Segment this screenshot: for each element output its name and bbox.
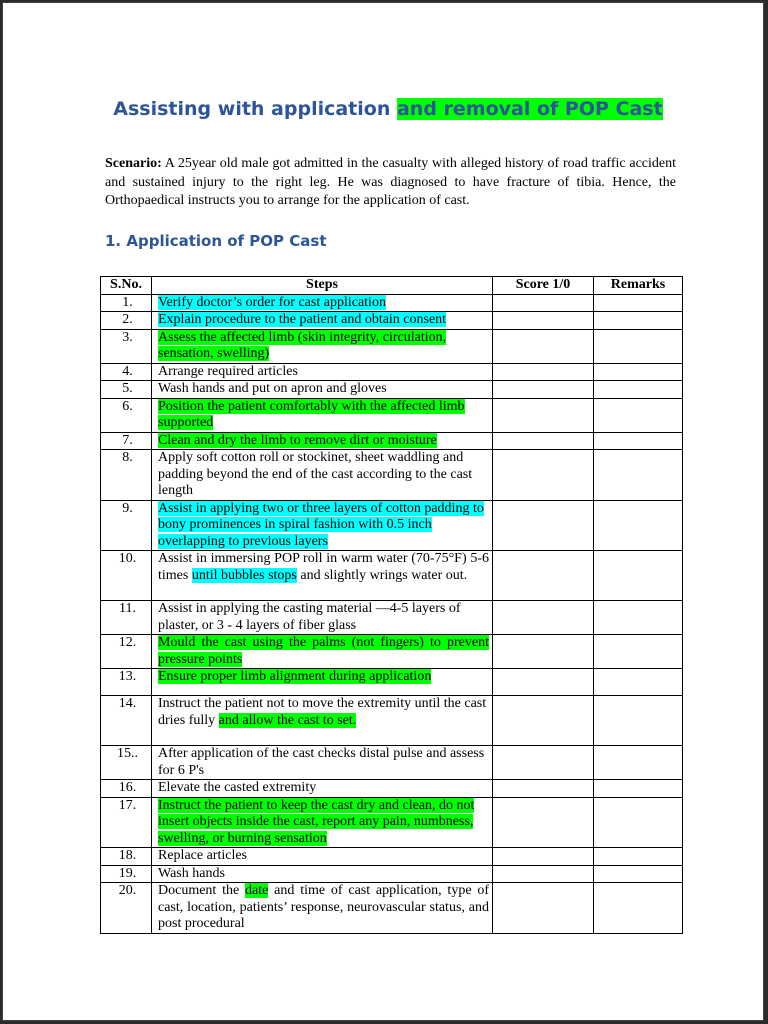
remarks-cell — [594, 669, 683, 696]
document-title — [63, 97, 713, 121]
scenario-paragraph — [105, 155, 676, 211]
step-text — [152, 865, 493, 883]
score-cell — [493, 848, 594, 866]
step-number: 14. — [101, 696, 152, 746]
step-number: 20. — [101, 883, 152, 934]
table-row — [101, 312, 683, 330]
remarks-cell — [594, 294, 683, 312]
step-number: 15.. — [101, 746, 152, 780]
step-number: 2. — [101, 312, 152, 330]
step-text-segment: Arrange required articles — [158, 363, 298, 379]
step-number: 19. — [101, 865, 152, 883]
table-header-row — [101, 277, 683, 295]
table-row — [101, 669, 683, 696]
step-text — [152, 797, 493, 848]
step-number: 3. — [101, 329, 152, 363]
header-steps: Steps — [152, 277, 493, 295]
step-text — [152, 294, 493, 312]
step-number: 4. — [101, 363, 152, 381]
highlighted-text: Ensure proper limb alignment during application — [158, 669, 432, 684]
step-text — [152, 780, 493, 798]
step-number: 17. — [101, 797, 152, 848]
table-row — [101, 696, 683, 746]
score-cell — [493, 312, 594, 330]
step-number: 13. — [101, 669, 152, 696]
score-cell — [493, 551, 594, 601]
table-row — [101, 780, 683, 798]
step-text — [152, 329, 493, 363]
highlighted-text: Assess the affected limb (skin integrity, circulation, sensation, swelling) — [158, 329, 447, 361]
scenario-text: A 25year old male got admitted in the casualty with alleged history of road traffic accident and sustained injury to the right leg. He was diagnosed to have fracture of tibia. Hence, the Orthopaedical instructs you to arrange for the application of cast. — [105, 156, 676, 208]
step-text-segment: Wash hands — [158, 865, 225, 881]
score-cell — [493, 696, 594, 746]
step-text — [152, 746, 493, 780]
remarks-cell — [594, 500, 683, 551]
score-cell — [493, 635, 594, 669]
step-text-segment: Apply soft cotton roll or stockinet, sheet waddling and padding beyond the end of the cast according to the cast length — [158, 450, 473, 498]
step-text — [152, 551, 493, 601]
remarks-cell — [594, 696, 683, 746]
step-text — [152, 312, 493, 330]
remarks-cell — [594, 398, 683, 432]
score-cell — [493, 669, 594, 696]
score-cell — [493, 432, 594, 450]
step-text — [152, 450, 493, 501]
step-number: 1. — [101, 294, 152, 312]
remarks-cell — [594, 312, 683, 330]
table-row — [101, 363, 683, 381]
step-text-segment: and slightly wrings water out. — [296, 567, 468, 583]
remarks-cell — [594, 746, 683, 780]
highlighted-text: Clean and dry the limb to remove dirt or moisture — [158, 432, 437, 448]
score-cell — [493, 601, 594, 635]
remarks-cell — [594, 780, 683, 798]
score-cell — [493, 398, 594, 432]
highlighted-text: Instruct the patient to keep the cast dry and clean, do not insert objects inside the cast, report any pain, numbness, swelling, or burning sensation — [158, 797, 475, 846]
score-cell — [493, 797, 594, 848]
remarks-cell — [594, 450, 683, 501]
score-cell — [493, 883, 594, 934]
remarks-cell — [594, 432, 683, 450]
highlighted-text: Verify doctor’s order for cast application — [158, 294, 386, 310]
table-row — [101, 381, 683, 399]
step-number: 7. — [101, 432, 152, 450]
step-text-segment: Elevate the casted extremity — [158, 780, 317, 795]
table-row — [101, 601, 683, 635]
step-number: 11. — [101, 601, 152, 635]
table-row — [101, 432, 683, 450]
remarks-cell — [594, 551, 683, 601]
step-text-segment: Wash hands and put on apron and gloves — [158, 381, 387, 396]
table-row — [101, 398, 683, 432]
score-cell — [493, 780, 594, 798]
step-text-segment: Replace articles — [158, 848, 248, 863]
score-cell — [493, 500, 594, 551]
table-row — [101, 635, 683, 669]
highlighted-text: until bubbles stops — [191, 567, 297, 583]
highlighted-text: Mould the cast using the palms (not fingers) to prevent pressure points — [158, 635, 489, 667]
steps-table — [100, 276, 683, 934]
step-number: 10. — [101, 551, 152, 601]
highlighted-text: Assist in applying two or three layers of cotton padding to bony prominences in spiral fashion with 0.5 inch overlapping to previous layers — [158, 500, 484, 549]
highlighted-text: Position the patient comfortably with the affected limb supported — [158, 398, 465, 430]
step-number: 6. — [101, 398, 152, 432]
score-cell — [493, 363, 594, 381]
table-row — [101, 551, 683, 601]
step-text-segment: Assist in immersing POP roll in warm water (70-75°F) 5-6 times — [158, 551, 489, 583]
highlighted-text: and allow the cast to set. — [218, 712, 357, 728]
step-number: 5. — [101, 381, 152, 399]
remarks-cell — [594, 363, 683, 381]
step-text — [152, 381, 493, 399]
table-row — [101, 883, 683, 934]
step-number: 16. — [101, 780, 152, 798]
step-text-segment: Document the — [158, 883, 246, 898]
step-text-segment: Assist in applying the casting material —4-5 layers of plaster, or 3 - 4 layers of fiber glass — [158, 601, 461, 633]
table-row — [101, 848, 683, 866]
title-text: Assisting with application — [113, 98, 397, 120]
step-number: 9. — [101, 500, 152, 551]
highlighted-text: Explain procedure to the patient and obtain consent — [158, 312, 447, 327]
remarks-cell — [594, 635, 683, 669]
score-cell — [493, 294, 594, 312]
step-number: 18. — [101, 848, 152, 866]
step-text — [152, 883, 493, 934]
step-text — [152, 696, 493, 746]
table-row — [101, 294, 683, 312]
score-cell — [493, 329, 594, 363]
step-number: 12. — [101, 635, 152, 669]
score-cell — [493, 746, 594, 780]
step-text — [152, 848, 493, 866]
title-highlighted-text: and removal of POP Cast — [396, 98, 663, 120]
header-sno: S.No. — [101, 277, 152, 295]
table-row — [101, 746, 683, 780]
remarks-cell — [594, 381, 683, 399]
step-text — [152, 669, 493, 696]
step-text — [152, 398, 493, 432]
step-text — [152, 601, 493, 635]
table-row — [101, 450, 683, 501]
step-text — [152, 500, 493, 551]
section-heading: 1. Application of POP Cast — [105, 232, 327, 250]
score-cell — [493, 450, 594, 501]
table-row — [101, 797, 683, 848]
step-text-segment: and time of cast application, type of cast, location, patients’ response, neurovascular status, and post procedural — [158, 883, 490, 931]
remarks-cell — [594, 848, 683, 866]
table-row — [101, 329, 683, 363]
score-cell — [493, 381, 594, 399]
step-text — [152, 363, 493, 381]
step-text — [152, 635, 493, 669]
remarks-cell — [594, 797, 683, 848]
scenario-label: Scenario: — [105, 156, 162, 171]
table-row — [101, 865, 683, 883]
remarks-cell — [594, 329, 683, 363]
remarks-cell — [594, 883, 683, 934]
table-body — [101, 294, 683, 933]
table-row — [101, 500, 683, 551]
score-cell — [493, 865, 594, 883]
remarks-cell — [594, 865, 683, 883]
remarks-cell — [594, 601, 683, 635]
step-number: 8. — [101, 450, 152, 501]
header-score: Score 1/0 — [493, 277, 594, 295]
header-remarks: Remarks — [594, 277, 683, 295]
step-text-segment: After application of the cast checks distal pulse and assess for 6 P's — [158, 746, 485, 778]
step-text-segment: Instruct the patient not to move the extremity until the cast dries fully — [158, 696, 487, 728]
step-text — [152, 432, 493, 450]
highlighted-text: date — [245, 883, 269, 898]
document-page — [2, 2, 764, 1021]
